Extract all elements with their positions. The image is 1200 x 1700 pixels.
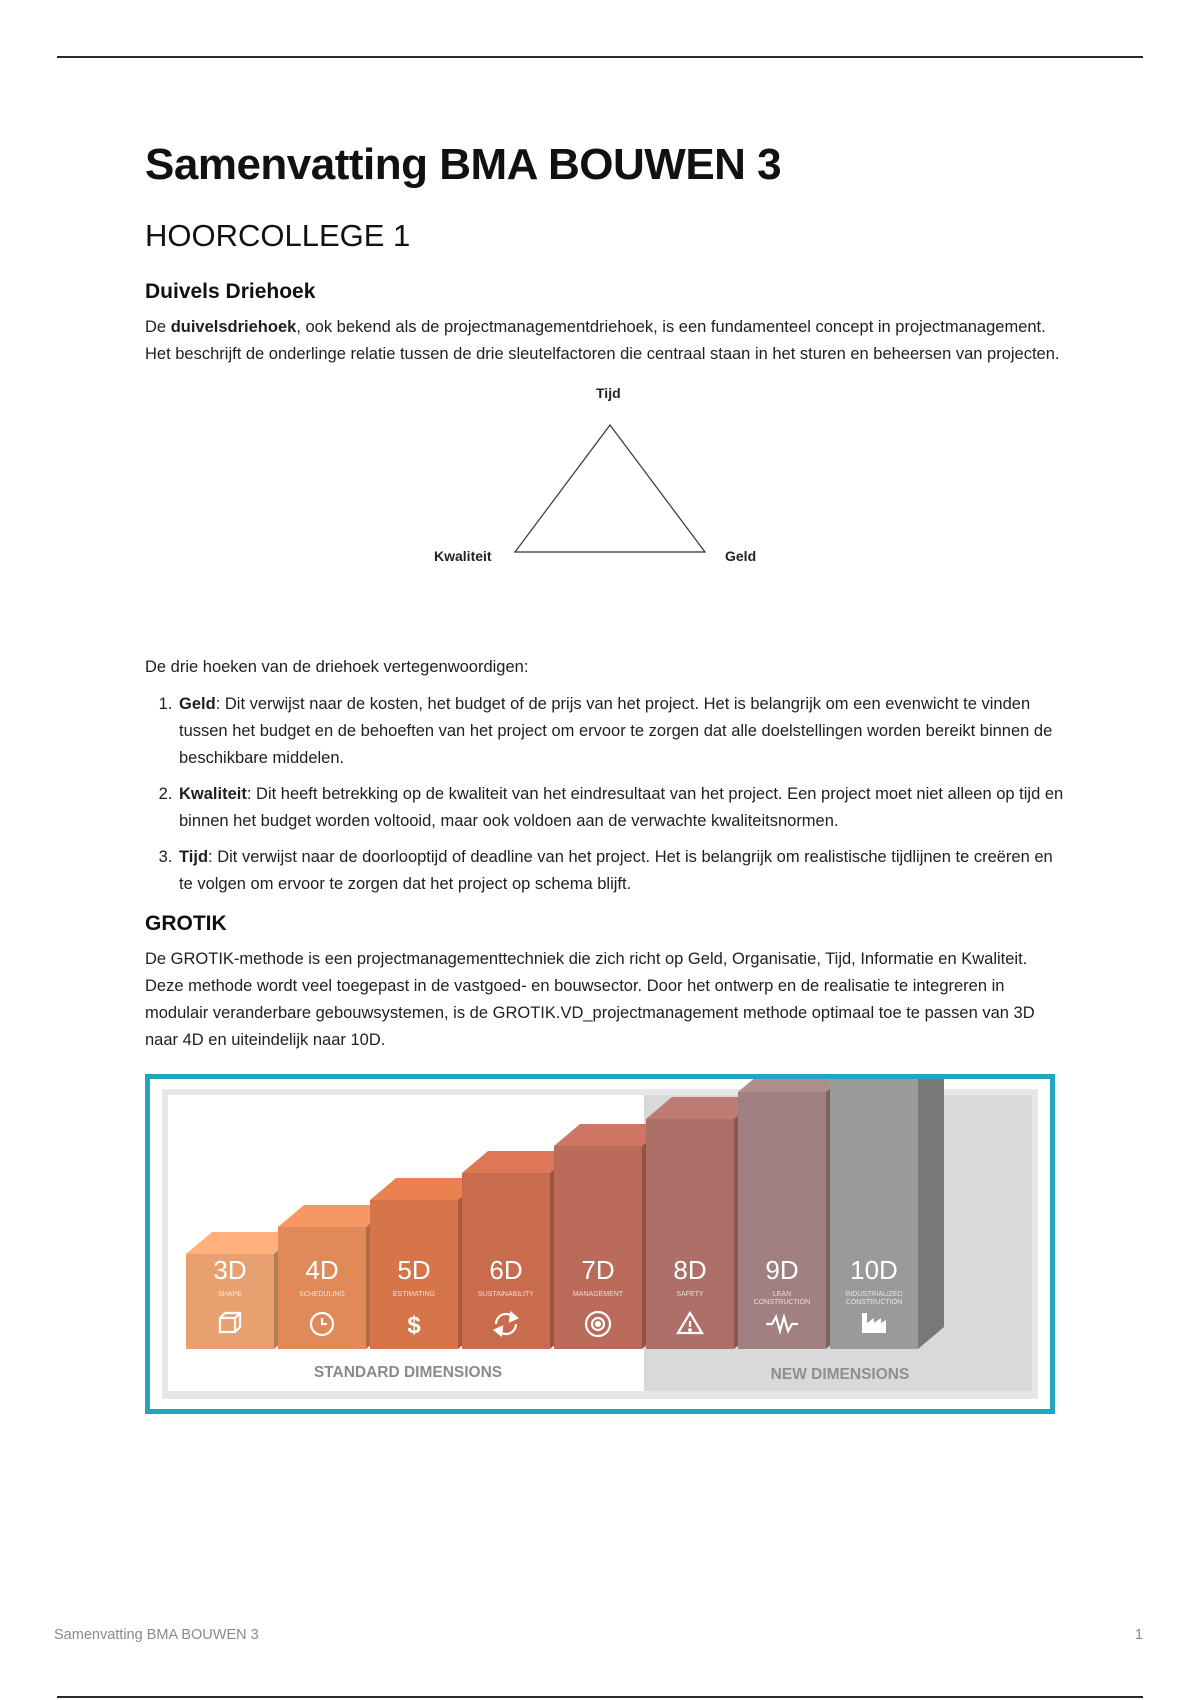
paragraph-bold-term: duivelsdriehoek xyxy=(170,318,297,336)
dimension-block-10d xyxy=(830,1079,944,1349)
dimensions-figure xyxy=(145,1074,1055,1414)
dimension-code: 6D xyxy=(489,1255,523,1285)
dimension-code: 9D xyxy=(765,1255,799,1285)
duivels-driehoek-paragraph xyxy=(145,314,1065,368)
paragraph-text-after: , ook bekend als de projectmanagementdriehoek, is een fundamenteel concept in projectmanagement. Het beschrijft de onderlinge relatie tussen de drie sleutelfactoren die centraal staan in het sturen en beheersen van projecten. xyxy=(145,318,1060,363)
triangle-label-top: Tijd xyxy=(596,385,621,401)
list-text: : Dit heeft betrekking op de kwaliteit van het eindresultaat van het project. Een project moet niet alleen op tijd en binnen het budget worden voltooid, maar ook voldoen aan de verwachte kwaliteitsnormen. xyxy=(179,785,1064,830)
dimension-code: 5D xyxy=(397,1255,431,1285)
triangle-label-right: Geld xyxy=(725,548,757,564)
dimension-code: 10D xyxy=(850,1255,898,1285)
triangle-corners-list xyxy=(145,691,1065,898)
dimension-label: INDUSTRIALIZED CONSTRUCTION xyxy=(845,1291,903,1306)
svg-text:$: $ xyxy=(407,1312,421,1339)
grotik-paragraph: De GROTIK-methode is een projectmanagementtechniek die zich richt op Geld, Organisatie, Tijd, Informatie en Kwaliteit. Deze methode wordt veel toegepast in de vastgoed- en bouwsector. Door het ontwerp en de realisatie te integreren in modulair veranderbare gebouwsystemen, is de GROTIK.VD_projectmanagement methode optimaal toe te passen van 3D naar 4D en uiteindelijk naar 10D. xyxy=(145,950,1035,1049)
dimensions-graphic xyxy=(150,1079,1050,1409)
dimension-label: ESTIMATING xyxy=(392,1291,436,1298)
section-heading: HOORCOLLEGE 1 xyxy=(145,218,411,253)
top-rule xyxy=(57,56,1143,58)
document-title: Samenvatting BMA BOUWEN 3 xyxy=(145,140,782,189)
footer-page-number: 1 xyxy=(1134,1627,1143,1643)
list-intro: De drie hoeken van de driehoek vertegenwoordigen: xyxy=(145,658,529,676)
list-item-geld xyxy=(177,691,1065,772)
dimension-code: 3D xyxy=(213,1255,247,1285)
page-content xyxy=(145,140,1065,1414)
new-dimensions-label: NEW DIMENSIONS xyxy=(770,1366,910,1383)
dimension-label: SCHEDULING xyxy=(299,1291,345,1298)
dimension-label: SAFETY xyxy=(676,1291,704,1298)
dimension-label: LEAN CONSTRUCTION xyxy=(753,1291,811,1306)
bottom-rule xyxy=(57,1696,1143,1698)
triangle-label-left: Kwaliteit xyxy=(434,548,492,564)
subsection-heading-duivels-driehoek: Duivels Driehoek xyxy=(145,280,316,303)
list-term: Kwaliteit xyxy=(179,785,247,803)
list-item-kwaliteit xyxy=(177,781,1065,835)
subsection-heading-grotik: GROTIK xyxy=(145,912,227,935)
paragraph-text-before: De xyxy=(145,318,171,336)
list-text: : Dit verwijst naar de doorlooptijd of deadline van het project. Het is belangrijk om realistische tijdlijnen te creëren en te volgen om ervoor te zorgen dat het project op schema blijft. xyxy=(179,848,1053,893)
footer-document-title: Samenvatting BMA BOUWEN 3 xyxy=(54,1627,259,1643)
triangle-shape xyxy=(145,380,1065,642)
list-item-tijd xyxy=(177,844,1065,898)
dimension-label: SUSTAINABILITY xyxy=(478,1291,534,1298)
list-term: Geld xyxy=(179,695,216,713)
dimension-code: 7D xyxy=(581,1255,615,1285)
project-triangle-diagram xyxy=(145,380,1065,642)
list-term: Tijd xyxy=(179,848,209,866)
dimension-label: MANAGEMENT xyxy=(572,1291,624,1298)
dollar-icon xyxy=(407,1312,421,1339)
list-text: : Dit verwijst naar de kosten, het budget of de prijs van het project. Het is belangrijk om een evenwicht te vinden tussen het budget en de behoeften van het project om ervoor te zorgen dat alle doelstellingen worden bereikt binnen de beschikbare middelen. xyxy=(179,695,1053,767)
dimension-code: 4D xyxy=(305,1255,339,1285)
dimension-code: 8D xyxy=(673,1255,707,1285)
standard-dimensions-label: STANDARD DIMENSIONS xyxy=(313,1364,503,1381)
dimension-label: SHAPE xyxy=(218,1291,242,1298)
